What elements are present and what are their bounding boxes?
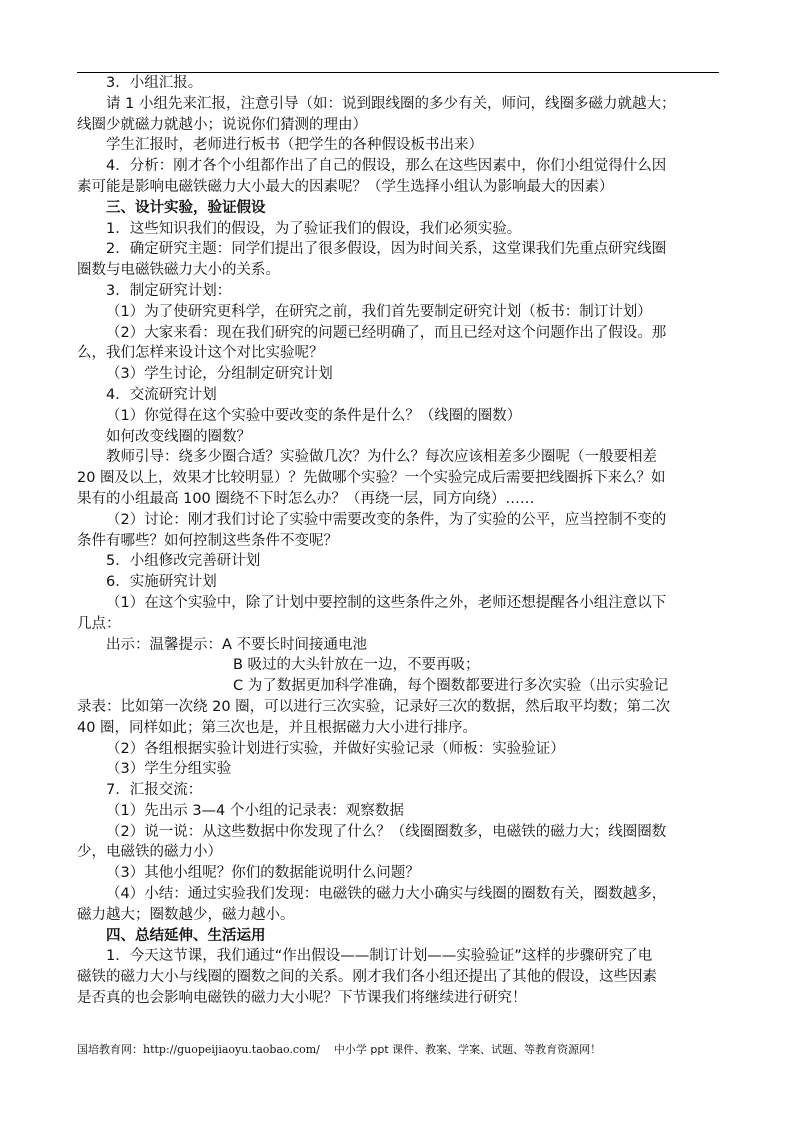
footer-tagline: 中小学 ppt 课件、教案、学案、试题、等教育资源网！ <box>333 1043 602 1056</box>
text-line: 6．实施研究计划 <box>106 574 217 591</box>
text-line: （2）大家来看：现在我们研究的问题已经明确了，而且已经对这个问题作出了假设。那 <box>106 324 667 341</box>
text-line: 5．小组修改完善研计划 <box>106 553 261 570</box>
text-line: 教师引导：绕多少圈合适？实验做几次？为什么？每次应该相差多少圈呢（一般要相差 <box>106 449 657 466</box>
text-line: （3）学生分组实验 <box>106 761 232 778</box>
text-line: 4．分析：刚才各个小组都作出了自己的假设，那么在这些因素中，你们小组觉得什么因 <box>106 158 667 175</box>
text-line: （3）学生讨论，分组制定研究计划 <box>106 366 333 383</box>
text-line: 么，我们怎样来设计这个对比实验呢？ <box>77 345 324 362</box>
footer-site-label: 国培教育网： <box>77 1043 143 1056</box>
text-line: （3）其他小组呢？你们的数据能说明什么问题？ <box>106 865 420 882</box>
text-line: 少，电磁铁的磁力小） <box>77 844 222 861</box>
text-line: 录表：比如第一次绕 20 圈，可以进行三次实验，记录好三次的数据，然后取平均数；第二次 <box>77 698 671 715</box>
text-line: （1）先出示 3—4 个小组的记录表：观察数据 <box>106 802 404 819</box>
text-line: 7．汇报交流： <box>106 782 203 799</box>
text-line: 如何改变线圈的圈数？ <box>106 428 251 445</box>
page-footer <box>77 1043 719 1057</box>
text-line: （1）你觉得在这个实验中要改变的条件是什么？（线圈的圈数） <box>106 407 522 424</box>
text-line: B 吸过的大头针放在一边，不要再吸； <box>233 657 480 674</box>
document-body <box>77 73 719 1009</box>
text-line: 果有的小组最高 100 圈绕不下时怎么办？（再绕一层，同方向绕）…… <box>77 490 535 507</box>
text-line: 1．这些知识我们的假设，为了验证我们的假设，我们必须实验。 <box>106 220 522 237</box>
text-line: （1）在这个实验中，除了计划中要控制的这些条件之外，老师还想提醒各小组注意以下 <box>106 594 667 611</box>
text-line: 学生汇报时，老师进行板书（把学生的各种假设板书出来） <box>106 137 483 154</box>
text-line: 3．制定研究计划： <box>106 282 232 299</box>
text-line: 40 圈，同样如此；第三次也是，并且根据磁力大小进行排序。 <box>77 719 478 736</box>
text-line: 磁铁的磁力大小与线圈的圈数之间的关系。刚才我们各小组还提出了其他的假设，这些因素 <box>77 969 657 986</box>
text-line: （2）讨论：刚才我们讨论了实验中需要改变的条件，为了实验的公平，应当控制不变的 <box>106 511 667 528</box>
text-line: 圈数与电磁铁磁力大小的关系。 <box>77 262 280 279</box>
text-line: （1）为了使研究更科学，在研究之前，我们首先要制定研究计划（板书：制订计划） <box>106 303 652 320</box>
text-line: 3．小组汇报。 <box>106 75 203 91</box>
text-line: 20 圈及以上，效果才比较明显）？先做哪个实验？一个实验完成后需要把线圈拆下来么？如 <box>77 470 666 487</box>
text-line: （2）说一说：从这些数据中你发现了什么？（线圈圈数多，电磁铁的磁力大；线圈圈数 <box>106 823 667 840</box>
text-line: 2．确定研究主题：同学们提出了很多假设，因为时间关系，这堂课我们先重点研究线圈 <box>106 241 667 258</box>
text-line: 素可能是影响电磁铁磁力大小最大的因素呢？（学生选择小组认为影响最大的因素） <box>77 178 614 195</box>
text-line: 4．交流研究计划 <box>106 386 217 403</box>
text-line: （2）各组根据实验计划进行实验，并做好实验记录（师板：实验验证） <box>106 740 565 757</box>
footer-site-url: http://guopeijiaoyu.taobao.com/ <box>143 1043 320 1056</box>
text-line: C 为了数据更加科学准确，每个圈数都要进行多次实验（出示实验记 <box>233 678 669 695</box>
text-line: 1．今天这节课，我们通过“作出假设——制订计划——实验验证”这样的步骤研究了电 <box>106 948 653 965</box>
section-heading: 四、总结延伸、生活运用 <box>106 927 266 944</box>
text-line: 条件有哪些？如何控制这些条件不变呢？ <box>77 532 338 549</box>
text-line: （4）小结：通过实验我们发现：电磁铁的磁力大小确实与线圈的圈数有关，圈数越多， <box>106 886 667 903</box>
text-line: 请 1 小组先来汇报，注意引导（如：说到跟线圈的多少有关，师问，线圈多磁力就越大； <box>106 95 676 112</box>
text-line: 是否真的也会影响电磁铁的磁力大小呢？下节课我们将继续进行研究！ <box>77 990 527 1007</box>
text-line: 几点： <box>77 615 121 632</box>
text-line: 磁力越大；圈数越少，磁力越小。 <box>77 906 295 923</box>
section-heading: 三、设计实验，验证假设 <box>106 199 266 216</box>
text-line: 出示：温馨提示：A 不要长时间接通电池 <box>106 636 368 653</box>
text-line: 线圈少就磁力就越小；说说你们猜测的理由） <box>77 116 367 133</box>
